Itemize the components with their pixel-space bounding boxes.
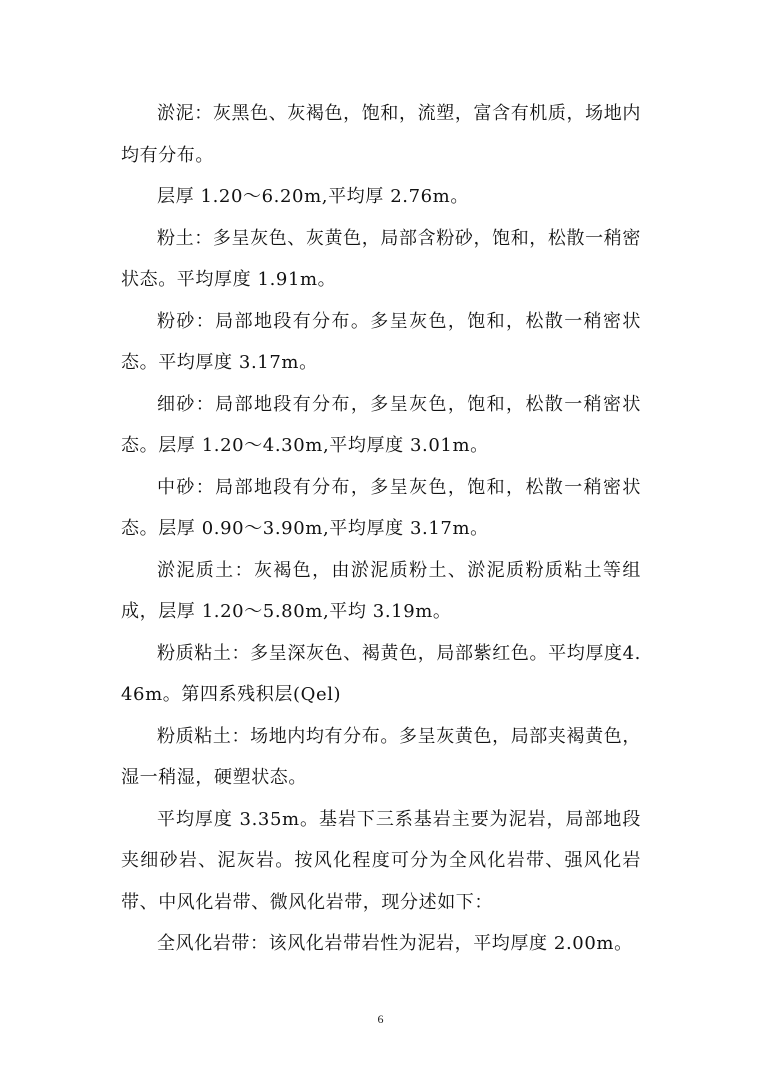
paragraph-mucky-soil: 淤泥质土：灰褐色，由淤泥质粉土、淤泥质粉质粘土等组成，层厚 1.20～5.80m,平均 3.19m。 [121, 559, 641, 622]
paragraph-silty-clay: 粉质粘土：多呈深灰色、褐黄色，局部紫红色。平均厚度4.46m。第四系残积层(Qel) [121, 642, 641, 705]
paragraph-silty-sand: 粉砂：局部地段有分布。多呈灰色，饱和，松散一稍密状态。平均厚度 3.17m。 [121, 310, 641, 373]
paragraph-fine-sand: 细砂：局部地段有分布，多呈灰色，饱和，松散一稍密状态。层厚 1.20～4.30m,平均厚度 3.01m。 [121, 393, 641, 456]
body-text [121, 93, 641, 965]
paragraph-silt-soil: 粉土：多呈灰色、灰黄色，局部含粉砂，饱和，松散一稍密状态。平均厚度 1.91m。 [121, 227, 641, 290]
paragraph-bedrock: 平均厚度 3.35m。基岩下三系基岩主要为泥岩，局部地段夹细砂岩、泥灰岩。按风化程度可分为全风化岩带、强风化岩带、中风化岩带、微风化岩带，现分述如下： [121, 808, 641, 913]
paragraph-silty-clay-residual: 粉质粘土：场地内均有分布。多呈灰黄色，局部夹褐黄色，湿一稍湿，硬塑状态。 [121, 725, 641, 788]
paragraph-silt-mud: 淤泥：灰黑色、灰褐色，饱和，流塑，富含有机质，场地内均有分布。 [121, 103, 641, 166]
page-number: 6 [377, 1012, 384, 1026]
paragraph-medium-sand: 中砂：局部地段有分布，多呈灰色，饱和，松散一稍密状态。层厚 0.90～3.90m,平均厚度 3.17m。 [121, 476, 641, 539]
paragraph-layer-thickness: 层厚 1.20～6.20m,平均厚 2.76m。 [157, 186, 469, 207]
paragraph-fully-weathered: 全风化岩带：该风化岩带岩性为泥岩，平均厚度 2.00m。 [157, 933, 633, 954]
